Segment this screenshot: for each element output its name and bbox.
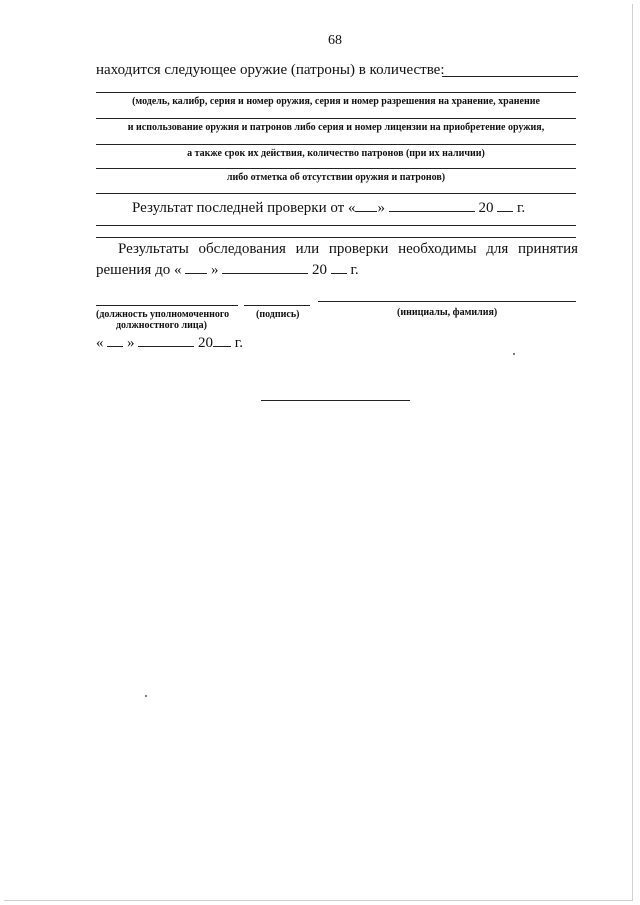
sign-date-close: »: [127, 335, 135, 351]
weapons-caption-2: и использование оружия и патронов либо серия и номер лицензии на приобретение оружия,: [127, 122, 545, 133]
results-month-blank: [222, 261, 308, 274]
results-year-blank: [331, 261, 347, 274]
results-line-2: [96, 261, 359, 279]
last-check-quote-close: »: [377, 200, 385, 216]
last-check-text: Результат последней проверки от «: [132, 200, 356, 216]
scan-speck: [145, 695, 147, 697]
last-check-year: 20: [478, 200, 494, 216]
results-suffix: г.: [350, 262, 359, 278]
last-check-suffix: г.: [516, 200, 526, 216]
last-check-year-blank: [497, 199, 513, 212]
last-check-line: [132, 199, 525, 217]
weapons-rule-1: [96, 92, 576, 93]
quantity-blank: [442, 76, 578, 77]
position-caption-1: (должность уполномоченного: [96, 309, 230, 320]
results-quote-close: »: [210, 262, 219, 278]
sign-date-month-blank: [138, 334, 194, 347]
signature-line: [244, 305, 310, 306]
last-check-rule-2: [96, 237, 576, 238]
last-check-rule-1: [96, 225, 576, 226]
weapons-rule-5: [96, 193, 576, 194]
results-year: 20: [311, 262, 327, 278]
sign-date-year-blank: [213, 334, 231, 347]
signature-caption: (подпись): [256, 309, 300, 320]
sign-date-suffix: г.: [234, 335, 243, 351]
results-day-blank: [185, 261, 207, 274]
scan-speck: [513, 353, 515, 355]
position-signature-line: [96, 305, 238, 306]
sign-date-day-blank: [107, 334, 123, 347]
sign-date-line: [96, 334, 243, 352]
document-page: [4, 4, 633, 901]
weapons-rule-2: [96, 118, 576, 119]
weapons-label: находится следующее оружие (патроны) в количестве:: [96, 62, 445, 78]
last-check-day-blank: [355, 199, 377, 212]
weapons-rule-3: [96, 144, 576, 145]
last-check-month-blank: [389, 199, 475, 212]
name-signature-line: [318, 301, 576, 302]
closing-separator: [261, 400, 410, 401]
weapons-caption-4: либо отметка об отсутствии оружия и патронов): [226, 172, 446, 183]
weapons-caption-3: а также срок их действия, количество патронов (при их наличии): [187, 148, 485, 159]
results-prefix: решения до «: [96, 262, 182, 278]
weapons-caption-1: (модель, калибр, серия и номер оружия, серия и номер разрешения на хранение, хранение: [132, 96, 540, 107]
results-line-1: Результаты обследования или проверки необходимы для принятия: [118, 241, 578, 257]
position-caption-2: должностного лица): [116, 320, 207, 331]
sign-date-year: 20: [198, 335, 213, 351]
weapons-rule-4: [96, 168, 576, 169]
name-caption: (инициалы, фамилия): [397, 307, 498, 318]
sign-date-open: «: [96, 335, 104, 351]
page-number: 68: [328, 33, 342, 48]
